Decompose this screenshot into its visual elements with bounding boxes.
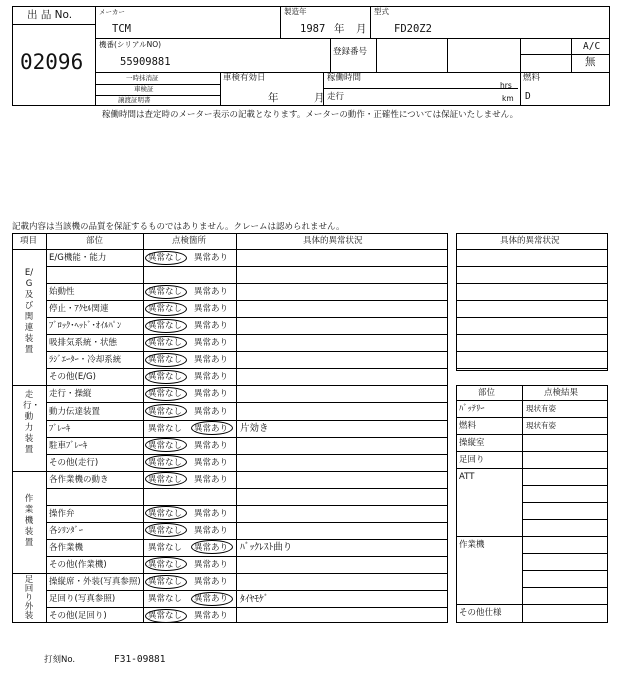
row-part: ﾌﾞﾚｰｷ bbox=[49, 423, 71, 434]
row-part: 各ｼﾘﾝﾀﾞｰ bbox=[49, 525, 84, 536]
selected-circle bbox=[145, 251, 187, 265]
row-part: 動力伝達装置 bbox=[49, 406, 101, 417]
ac-value: 無 bbox=[585, 56, 596, 68]
check-abnormal: 異常あり bbox=[194, 338, 229, 349]
hours-unit: hrs bbox=[500, 81, 512, 90]
valid-year-unit: 年 bbox=[268, 92, 279, 104]
year-unit: 年 bbox=[334, 23, 345, 35]
fuel-label: 燃料 bbox=[523, 73, 541, 83]
row-part: 駐車ﾌﾞﾚｰｷ bbox=[49, 440, 88, 451]
selected-circle bbox=[191, 421, 233, 435]
check-abnormal: 異常あり bbox=[194, 525, 229, 536]
result-part: その他仕様 bbox=[459, 608, 502, 618]
check-abnormal: 異常あり bbox=[194, 389, 229, 400]
check-abnormal: 異常あり bbox=[194, 457, 229, 468]
header-item: 項目 bbox=[20, 236, 38, 246]
group-label: 走行・動力装置 bbox=[23, 389, 41, 455]
maker-label: メーカー bbox=[99, 8, 125, 16]
group-label: E/G及び関連装置 bbox=[24, 267, 34, 355]
row-part: 各作業機の動き bbox=[49, 474, 109, 485]
selected-circle bbox=[145, 302, 187, 316]
group-label: 足回り外装 bbox=[24, 575, 34, 621]
check-abnormal: 異常あり bbox=[194, 355, 229, 366]
check-normal: 異常なし bbox=[148, 594, 183, 604]
check-normal: 異常なし bbox=[148, 321, 183, 332]
row-part: 各作業機 bbox=[49, 542, 84, 553]
row-part: 始動性 bbox=[49, 287, 75, 298]
serial-label: 機番(シリアルNO) bbox=[99, 40, 162, 49]
check-abnormal: 異常あり bbox=[194, 474, 229, 485]
check-abnormal: 異常あり bbox=[194, 253, 229, 263]
check-abnormal: 異常あり bbox=[194, 440, 229, 451]
row-part: その他(走行) bbox=[49, 457, 99, 468]
row-part: ﾗｼﾞｴｰﾀｰ・冷却系統 bbox=[49, 355, 122, 366]
check-normal: 異常なし bbox=[148, 253, 183, 263]
header-check: 点検箇所 bbox=[172, 236, 207, 246]
row-part: その他(作業機) bbox=[49, 559, 107, 570]
check-abnormal: 異常あり bbox=[194, 611, 229, 621]
row-part: 走行・操縦 bbox=[49, 389, 92, 400]
side-detail-header: 具体的異常状況 bbox=[500, 236, 560, 246]
check-normal: 異常なし bbox=[148, 577, 183, 587]
ac-label: A/C bbox=[583, 41, 601, 52]
check-normal: 異常なし bbox=[148, 525, 183, 536]
inspection-valid-label: 車検有効日 bbox=[223, 73, 266, 83]
selected-circle bbox=[145, 353, 187, 367]
km-unit: km bbox=[502, 94, 514, 103]
check-normal: 異常なし bbox=[148, 287, 183, 298]
check-normal: 異常なし bbox=[148, 457, 183, 468]
check-abnormal: 異常あり bbox=[194, 577, 229, 587]
result-part: 操縦室 bbox=[459, 438, 485, 448]
lot-number-label: 出 品 No. bbox=[27, 9, 73, 21]
check-abnormal: 異常あり bbox=[194, 406, 229, 417]
row-part: 操作弁 bbox=[49, 508, 75, 519]
result-header-result: 点検結果 bbox=[544, 388, 579, 398]
model-value: FD20Z2 bbox=[394, 23, 432, 35]
check-normal: 異常なし bbox=[148, 559, 183, 570]
header-detail: 具体的異常状況 bbox=[303, 236, 363, 246]
fuel-value: D bbox=[525, 91, 531, 102]
check-normal: 異常なし bbox=[148, 304, 183, 315]
check-abnormal: 異常あり bbox=[194, 508, 229, 519]
selected-circle bbox=[145, 404, 187, 418]
travel-label: 走行 bbox=[327, 92, 345, 102]
check-normal: 異常なし bbox=[148, 355, 183, 366]
lot-number: 02096 bbox=[20, 50, 84, 74]
row-part: E/G機能・能力 bbox=[49, 253, 107, 263]
row-part: 停止・ｱｸｾﾙ関連 bbox=[49, 304, 109, 315]
meter-notice: 稼働時間は査定時のメーター表示の記載となります。メーターの動作・正確性については保証いたしません。 bbox=[102, 110, 519, 120]
result-part: 燃料 bbox=[459, 421, 477, 431]
check-abnormal: 異常あり bbox=[194, 542, 229, 553]
selected-circle bbox=[145, 575, 187, 589]
check-normal: 異常なし bbox=[148, 406, 183, 417]
result-value: 現状有姿 bbox=[526, 404, 556, 413]
result-part: ﾊﾞｯﾃﾘｰ bbox=[459, 404, 485, 414]
disclaimer: 記載内容は当該機の品質を保証するものではありません。クレームは認められません。 bbox=[12, 222, 345, 232]
check-normal: 異常なし bbox=[148, 474, 183, 485]
inspection-cert-label: 車検証 bbox=[134, 85, 154, 93]
valid-month-unit: 月 bbox=[314, 92, 325, 104]
transfer-cert-label: 譲渡証明書 bbox=[118, 96, 151, 104]
row-detail: ﾊﾞｯｸﾚｽﾄ曲り bbox=[240, 542, 293, 554]
row-detail: 片効き bbox=[240, 423, 269, 434]
result-part: ATT bbox=[459, 472, 475, 482]
model-label: 型式 bbox=[374, 7, 389, 16]
header-part: 部位 bbox=[86, 236, 104, 246]
check-normal: 異常なし bbox=[148, 508, 183, 519]
check-normal: 異常なし bbox=[148, 440, 183, 451]
selected-circle bbox=[145, 285, 187, 299]
selected-circle bbox=[145, 370, 187, 384]
selected-circle bbox=[145, 387, 187, 401]
group-label: 作業機装置 bbox=[24, 494, 34, 549]
check-normal: 異常なし bbox=[148, 611, 183, 621]
maker-value: TCM bbox=[112, 23, 131, 35]
result-value: 現状有姿 bbox=[526, 421, 556, 430]
selected-circle bbox=[145, 336, 187, 350]
selected-circle bbox=[145, 319, 187, 333]
selected-circle bbox=[145, 438, 187, 452]
selected-circle bbox=[145, 455, 187, 469]
row-part: ﾌﾞﾛｯｸ･ﾍｯﾄﾞ･ｵｲﾙﾊﾟﾝ bbox=[49, 321, 122, 332]
check-normal: 異常なし bbox=[148, 423, 183, 434]
serial-value: 55909881 bbox=[120, 56, 171, 68]
check-normal: 異常なし bbox=[148, 389, 183, 400]
check-abnormal: 異常あり bbox=[194, 372, 229, 383]
row-part: 足回り(写真参照) bbox=[49, 594, 116, 604]
result-part: 足回り bbox=[459, 455, 485, 465]
check-abnormal: 異常あり bbox=[194, 321, 229, 332]
check-abnormal: 異常あり bbox=[194, 287, 229, 298]
stamp-number: F31-09881 bbox=[114, 654, 166, 665]
check-normal: 異常なし bbox=[148, 542, 183, 553]
check-abnormal: 異常あり bbox=[194, 304, 229, 315]
selected-circle bbox=[145, 472, 187, 486]
result-header-part: 部位 bbox=[478, 388, 496, 398]
check-abnormal: 異常あり bbox=[194, 423, 229, 434]
selected-circle bbox=[191, 592, 233, 606]
selected-circle bbox=[145, 609, 187, 623]
row-detail: ﾀｲﾔﾓｹﾞ bbox=[240, 593, 269, 605]
row-part: 吸排気系統・状態 bbox=[49, 338, 118, 349]
check-normal: 異常なし bbox=[148, 338, 183, 349]
year-label: 製造年 bbox=[284, 7, 307, 16]
operating-hours-label: 稼働時間 bbox=[327, 73, 362, 83]
temporary-permit-label: 一時抹消証 bbox=[126, 74, 159, 82]
result-part: 作業機 bbox=[459, 540, 485, 550]
row-part: 操縦席・外装(写真参照) bbox=[49, 577, 141, 587]
year-value: 1987 bbox=[300, 23, 326, 35]
registration-label: 登録番号 bbox=[333, 47, 368, 57]
row-part: その他(足回り) bbox=[49, 611, 107, 621]
row-part: その他(E/G) bbox=[49, 372, 96, 383]
check-abnormal: 異常あり bbox=[194, 594, 229, 604]
month-unit: 月 bbox=[356, 23, 367, 35]
stamp-label: 打刻No. bbox=[44, 655, 76, 665]
check-abnormal: 異常あり bbox=[194, 559, 229, 570]
check-normal: 異常なし bbox=[148, 372, 183, 383]
